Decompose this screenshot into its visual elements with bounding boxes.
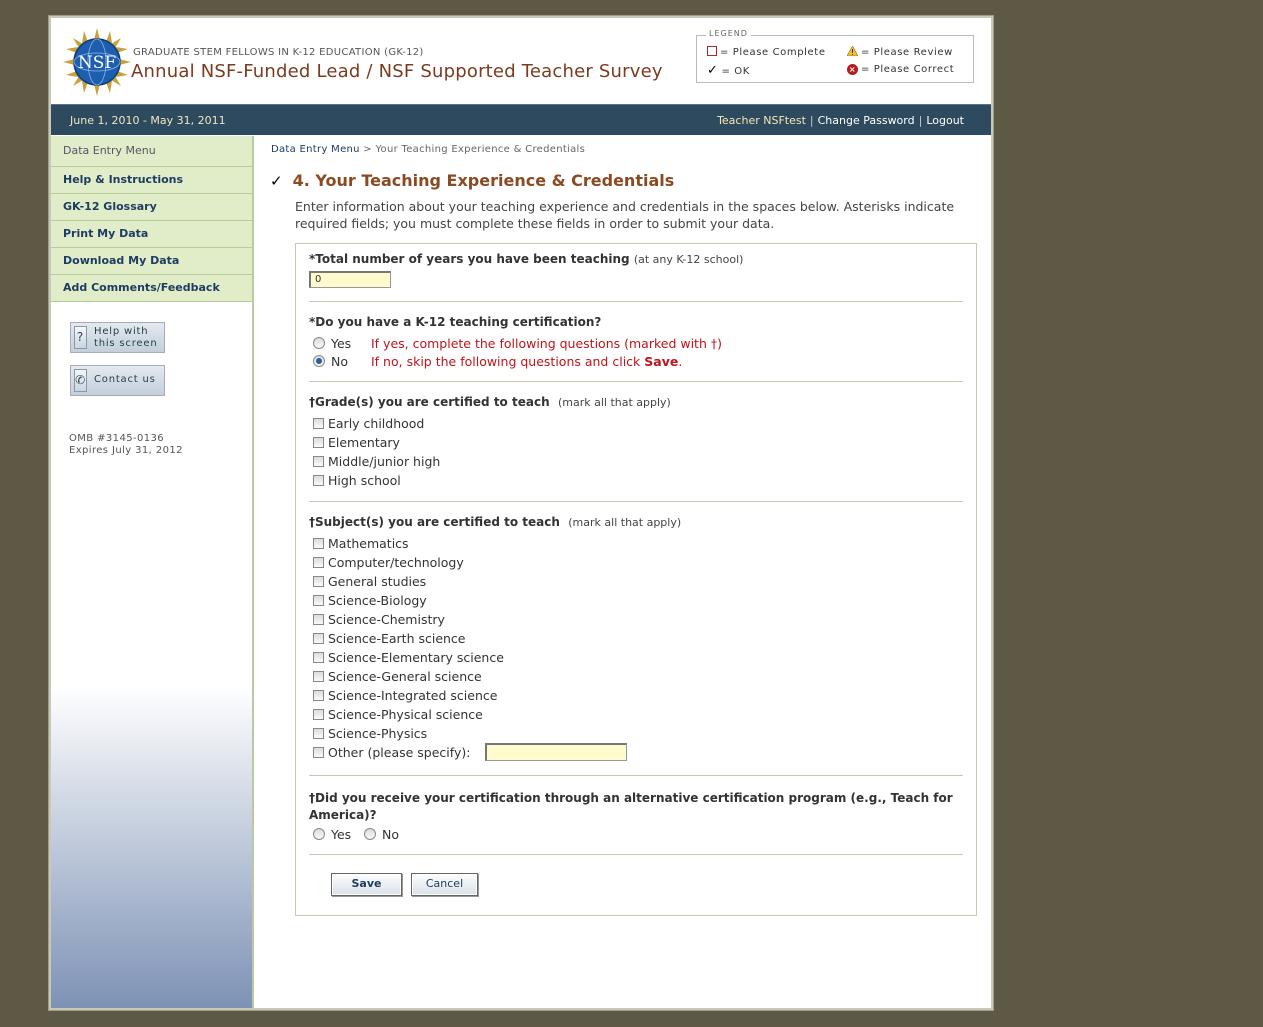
years-teaching-label: *Total number of years you have been teaching (at any K-12 school) (309, 252, 744, 266)
grade-option-early-childhood[interactable]: Early childhood (313, 416, 424, 431)
sidebar-item-print-data[interactable]: Print My Data (51, 221, 252, 248)
subject-option-general-science[interactable]: Science-General science (313, 669, 482, 684)
radio-no[interactable] (364, 828, 376, 840)
subject-option-computer-technology[interactable]: Computer/technology (313, 555, 464, 570)
empty-box-icon (707, 46, 717, 56)
alt-no-option[interactable]: No (364, 827, 399, 842)
nsf-logo-icon (63, 28, 131, 96)
divider (309, 501, 963, 502)
survey-title: Annual NSF-Funded Lead / NSF Supported Teacher Survey (131, 61, 663, 82)
svg-text:NSF: NSF (77, 53, 117, 73)
checkbox[interactable] (313, 595, 324, 606)
checkbox[interactable] (313, 418, 324, 429)
radio-yes[interactable] (313, 828, 325, 840)
checkbox[interactable] (313, 557, 324, 568)
page-frame (48, 15, 994, 1011)
subject-option-integrated-science[interactable]: Science-Integrated science (313, 688, 497, 703)
grade-option-elementary[interactable]: Elementary (313, 435, 400, 450)
subject-option-other[interactable]: Other (please specify): (313, 745, 470, 760)
divider (309, 775, 963, 776)
subject-option-mathematics[interactable]: Mathematics (313, 536, 409, 551)
question-icon: ? (74, 326, 87, 349)
checkbox[interactable] (313, 614, 324, 625)
sidebar-item-download-data[interactable]: Download My Data (51, 248, 252, 275)
checkbox[interactable] (313, 709, 324, 720)
checkbox[interactable] (313, 747, 324, 758)
checkbox[interactable] (313, 437, 324, 448)
contact-us-button[interactable]: ✆ Contact us (70, 365, 165, 396)
page-title: ✓ 4. Your Teaching Experience & Credentials (270, 171, 675, 190)
program-name: GRADUATE STEM FELLOWS IN K-12 EDUCATION (GK-12) (133, 47, 424, 58)
checkbox[interactable] (313, 690, 324, 701)
breadcrumb-current: Your Teaching Experience & Credentials (375, 144, 586, 155)
sidebar (51, 136, 254, 1008)
user-link[interactable]: Teacher NSFtest (717, 114, 806, 127)
legend-please-complete: = Please Complete (707, 46, 826, 58)
checkbox[interactable] (313, 538, 324, 549)
subject-option-earth-science[interactable]: Science-Earth science (313, 631, 466, 646)
intro-text: Enter information about your teaching experience and credentials in the spaces below. Asterisks indicate required fields; you must complete these fields in order to submit your data. (295, 199, 955, 231)
no-note: If no, skip the following questions and click Save. (371, 354, 683, 369)
check-icon: ✓ (270, 172, 283, 190)
certification-no-option[interactable]: No (313, 354, 348, 369)
logout-link[interactable]: Logout (926, 114, 964, 127)
legend (696, 29, 974, 83)
grade-option-high-school[interactable]: High school (313, 473, 401, 488)
save-button[interactable]: Save (331, 873, 402, 896)
years-teaching-input[interactable]: 0 (309, 271, 391, 288)
checkbox[interactable] (313, 475, 324, 486)
grade-option-middle-junior-high[interactable]: Middle/junior high (313, 454, 440, 469)
subject-option-chemistry[interactable]: Science-Chemistry (313, 612, 445, 627)
certification-yes-option[interactable]: Yes (313, 336, 351, 351)
sidebar-item-add-comments[interactable]: Add Comments/Feedback (51, 275, 252, 302)
cancel-button[interactable]: Cancel (411, 873, 478, 896)
checkbox[interactable] (313, 671, 324, 682)
help-screen-button[interactable]: ? Help with this screen (70, 322, 165, 353)
certification-label: *Do you have a K-12 teaching certification? (309, 315, 602, 329)
grades-label: †Grade(s) you are certified to teach (mark all that apply) (309, 395, 671, 409)
error-x-icon: × (848, 65, 857, 74)
form-box (295, 243, 977, 916)
legend-please-review: = Please Review (847, 46, 953, 58)
check-icon: ✓ (707, 63, 719, 78)
checkbox[interactable] (313, 633, 324, 644)
checkbox[interactable] (313, 576, 324, 587)
other-subject-input[interactable] (485, 743, 627, 761)
alt-yes-option[interactable]: Yes (313, 827, 351, 842)
subject-option-elementary-science[interactable]: Science-Elementary science (313, 650, 504, 665)
legend-ok: ✓ = OK (707, 63, 750, 78)
sidebar-item-glossary[interactable]: GK-12 Glossary (51, 194, 252, 221)
yes-note: If yes, complete the following questions (marked with †) (371, 336, 722, 351)
omb-info: OMB #3145-0136 Expires July 31, 2012 (69, 433, 183, 456)
breadcrumb: Data Entry Menu > Your Teaching Experience & Credentials (271, 144, 586, 155)
date-range: June 1, 2010 - May 31, 2011 (70, 114, 226, 127)
sidebar-header[interactable]: Data Entry Menu (51, 136, 252, 167)
checkbox[interactable] (313, 456, 324, 467)
header (51, 18, 991, 103)
top-bar (51, 104, 991, 135)
checkbox[interactable] (313, 652, 324, 663)
legend-title: LEGEND (706, 29, 751, 38)
subjects-label: †Subject(s) you are certified to teach (mark all that apply) (309, 515, 682, 529)
divider (309, 301, 963, 302)
warning-icon (847, 46, 858, 56)
page (51, 18, 991, 1008)
subject-option-general-studies[interactable]: General studies (313, 574, 426, 589)
radio-no-selected[interactable] (313, 355, 325, 367)
alternative-certification-label: †Did you receive your certification through an alternative certification program (e.g., Teach for America)? (309, 791, 953, 822)
checkbox[interactable] (313, 728, 324, 739)
legend-please-correct: × = Please Correct (848, 64, 955, 75)
breadcrumb-root-link[interactable]: Data Entry Menu (271, 144, 360, 155)
radio-yes[interactable] (313, 337, 325, 349)
divider (309, 854, 963, 855)
sidebar-item-help-instructions[interactable]: Help & Instructions (51, 167, 252, 194)
phone-icon: ✆ (74, 369, 87, 392)
subject-option-physics[interactable]: Science-Physics (313, 726, 427, 741)
divider (309, 381, 963, 382)
user-links: Teacher NSFtest | Change Password | Logout (717, 114, 964, 127)
subject-option-physical-science[interactable]: Science-Physical science (313, 707, 483, 722)
subject-option-biology[interactable]: Science-Biology (313, 593, 427, 608)
change-password-link[interactable]: Change Password (817, 114, 915, 127)
